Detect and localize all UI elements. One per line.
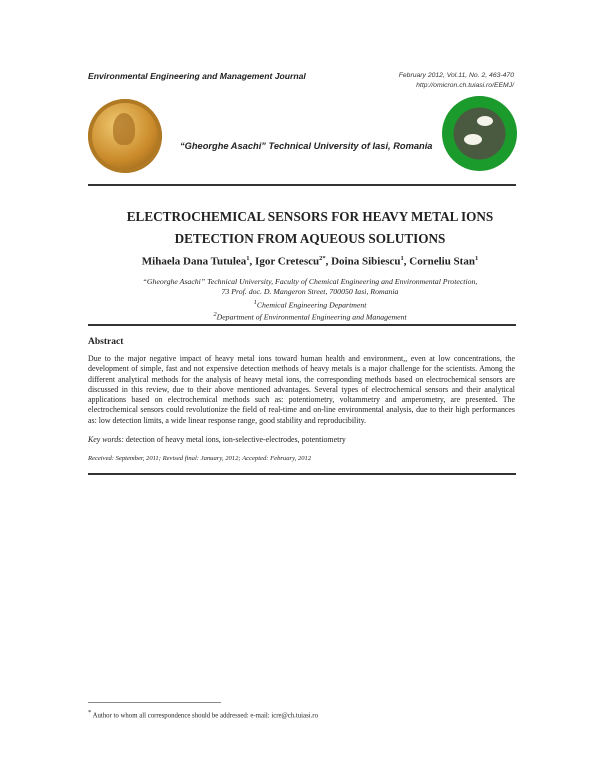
author: Mihaela Dana Tutulea bbox=[141, 255, 247, 268]
header-divider bbox=[88, 184, 516, 186]
journal-url[interactable]: http://omicron.ch.tuiasi.ro/EEMJ/ bbox=[416, 82, 514, 89]
affiliation-line: “Gheorghe Asachi” Technical University, Faculty of Chemical Engineering and Environmental Protection, bbox=[142, 277, 478, 286]
university-medal-logo bbox=[88, 99, 162, 173]
author: Corneliu Stan bbox=[409, 255, 475, 268]
author-sup: 1 bbox=[474, 255, 479, 262]
author: Doina Sibiescu bbox=[331, 255, 401, 268]
title-divider bbox=[88, 324, 516, 326]
keywords bbox=[88, 435, 346, 444]
abstract-text: Due to the major negative impact of heavy metal ions toward human health and environment,, even at low concentrations, the development of simple, fast and not expensive detection methods of heavy metals is a major challenge for the scientists. Among the different analytical methods for the analysis of heavy metal ions, the corresponding methods based on electrochemical sensors are discussed in this review, due to their above mentioned advantages. Several types of electrochemical sensors and their analytical applications based on electrochemical methods such as: potentiometry, voltammetry and amperometry, are presented. The electrochemical sensors could revolutionize the field of real-time and on-line environmental analysis, due to their high performances as: low detection limits, a wide linear response range, good stability and reproducibility. bbox=[88, 354, 515, 425]
author-sup: 1 bbox=[246, 255, 250, 262]
issue-info bbox=[399, 71, 514, 91]
department-2: $^2$Department of Environmental Engineering and Management bbox=[213, 311, 407, 323]
department-1: $^1$Chemical Engineering Department bbox=[253, 298, 367, 310]
affiliation-line: 73 Prof. doc. D. Mangeron Street, 700050 Iasi, Romania bbox=[221, 287, 399, 297]
abstract-heading: Abstract bbox=[88, 337, 124, 347]
abstract-divider bbox=[88, 473, 516, 475]
university-name: “Gheorghe Asachi” Technical University of Iasi, Romania bbox=[180, 141, 433, 151]
keywords-text: detection of heavy metal ions, ion-selective-electrodes, potentiometry bbox=[125, 435, 346, 444]
journal-lotus-logo bbox=[442, 96, 517, 171]
footnote-separator bbox=[88, 702, 221, 703]
journal-name: Environmental Engineering and Management Journal bbox=[88, 71, 306, 81]
author: Igor Cretescu bbox=[255, 255, 320, 268]
received-dates: Received: September, 2011; Revised final: January, 2012; Accepted: February, 2012 bbox=[88, 455, 312, 462]
affiliations bbox=[60, 277, 560, 323]
footnote: * Author to whom all correspondence should be addressed: e-mail: icre@ch.tuiasi.ro bbox=[88, 709, 318, 720]
title-line: ELECTROCHEMICAL SENSORS FOR HEAVY METAL IONS bbox=[126, 209, 494, 224]
footnote-text: Author to whom all correspondence should be addressed: e-mail: icre@ch.tuiasi.ro bbox=[92, 712, 318, 720]
author-sup: 2* bbox=[319, 255, 326, 262]
issue-citation: February 2012, Vol.11, No. 2, 463-470 bbox=[398, 72, 514, 79]
author-sup: 1 bbox=[400, 255, 404, 262]
keywords-label: Key words: bbox=[88, 435, 124, 444]
author-list: Mihaela Dana Tutulea$^1$, Igor Cretescu$^{2*}$, Doina Sibiescu$^1$, Corneliu Stan$^1$ bbox=[141, 255, 479, 268]
title-line: DETECTION FROM AQUEOUS SOLUTIONS bbox=[174, 231, 446, 246]
article-title bbox=[60, 206, 560, 250]
